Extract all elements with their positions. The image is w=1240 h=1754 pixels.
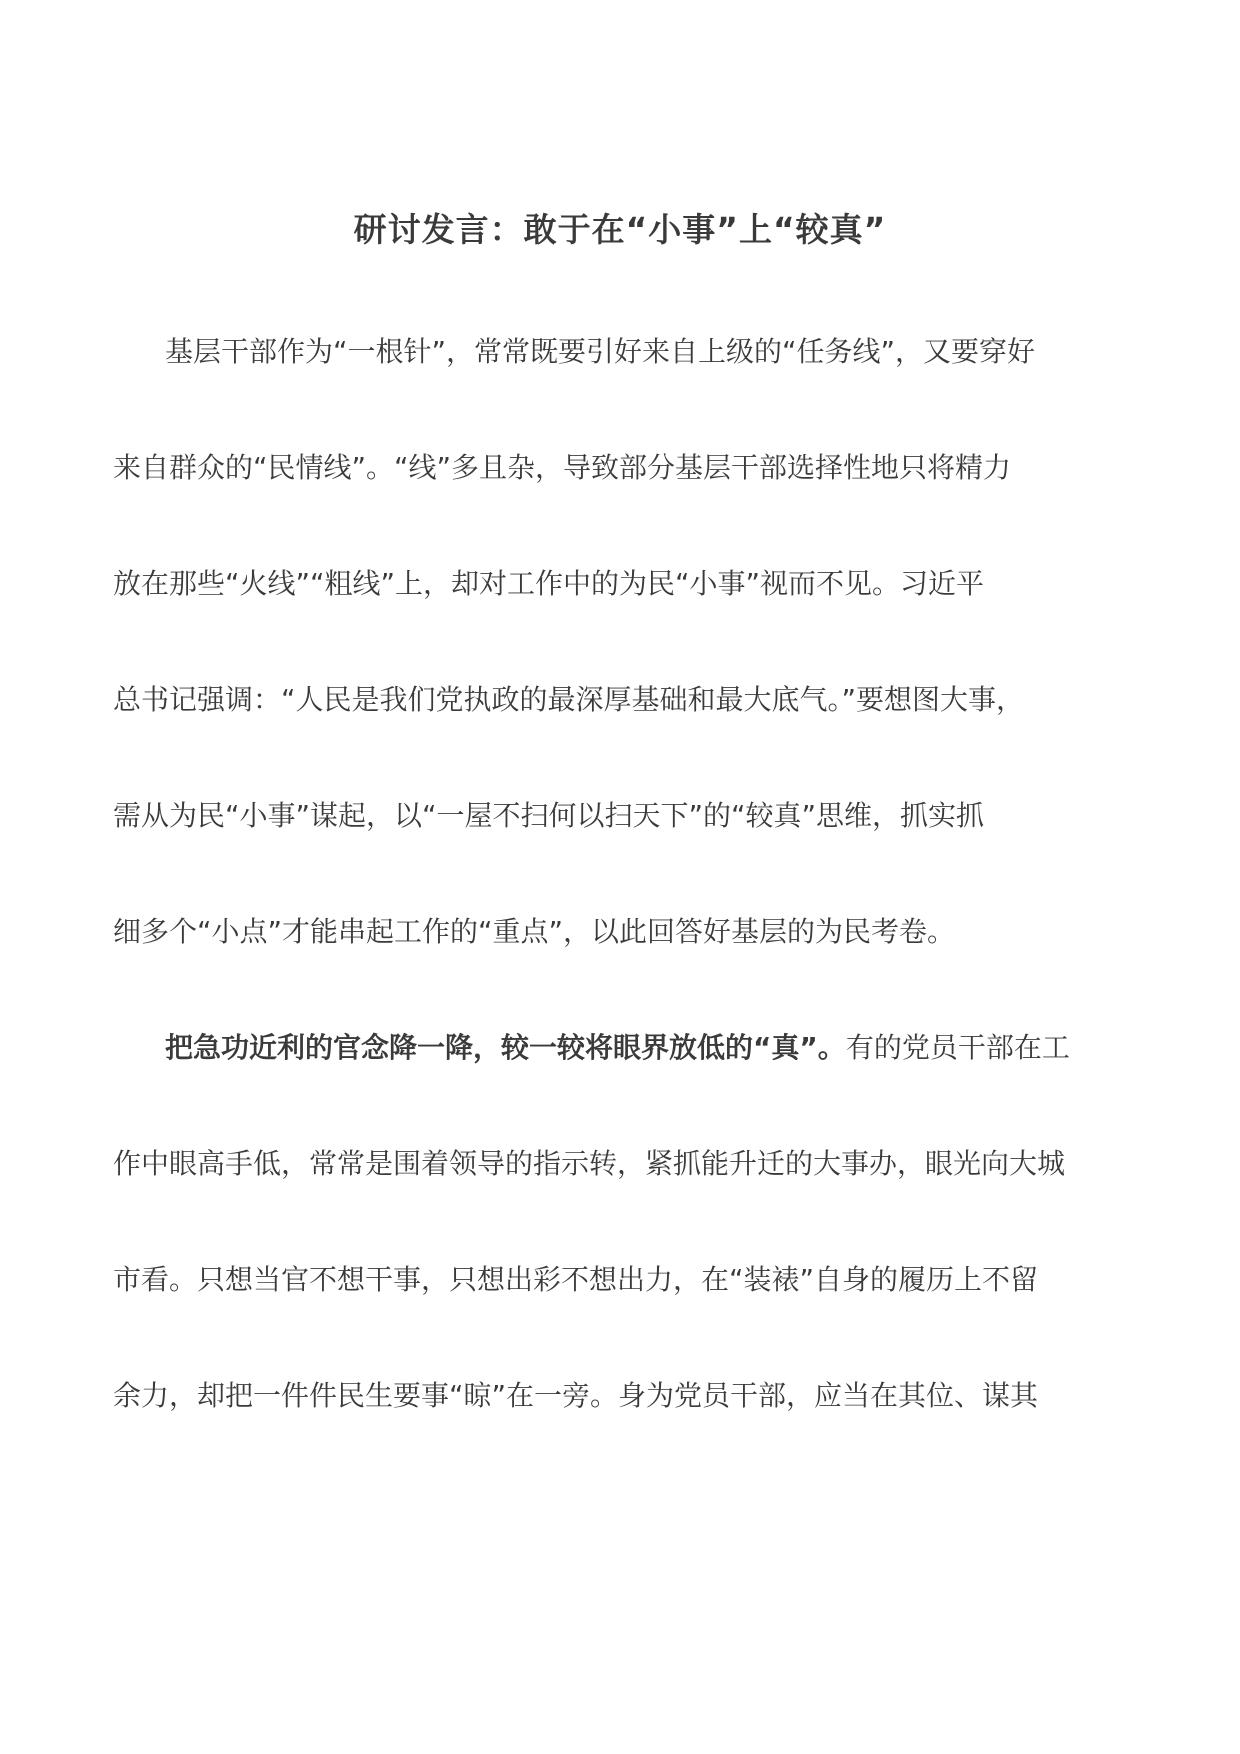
section-1-line-3: 市看。只想当官不想干事，只想出彩不想出力，在“装裱”自身的履历上不留 [113,1263,1039,1296]
section-1-heading: 把急功近利的官念降一降，较一较将眼界放低的“真”。 [165,1031,846,1064]
intro-line-1: 基层干部作为“一根针”，常常既要引好来自上级的“任务线”，又要穿好 [165,335,1036,368]
document-title: 研讨发言：敢于在“小事”上“较真” [353,210,887,249]
intro-line-5: 需从为民“小事”谋起，以“一屋不扫何以扫天下”的“较真”思维，抓实抓 [113,799,985,832]
intro-line-2: 来自群众的“民情线”。“线”多且杂，导致部分基层干部选择性地只将精力 [113,451,1012,484]
intro-line-4: 总书记强调：“人民是我们党执政的最深厚基础和最大底气。”要想图大事， [113,683,1025,716]
intro-line-6: 细多个“小点”才能串起工作的“重点”，以此回答好基层的为民考卷。 [113,915,956,948]
section-1-line-2: 作中眼高手低，常常是围着领导的指示转，紧抓能升迁的大事办，眼光向大城 [113,1147,1066,1180]
section-1-first-line [113,1028,1185,1068]
section-1-line-4: 余力，却把一件件民生要事“晾”在一旁。身为党员干部，应当在其位、谋其 [113,1379,1039,1412]
intro-line-3: 放在那些“火线”“粗线”上，却对工作中的为民“小事”视而不见。习近平 [113,567,985,600]
section-1-heading-tail: 有的党员干部在工 [845,1031,1070,1064]
